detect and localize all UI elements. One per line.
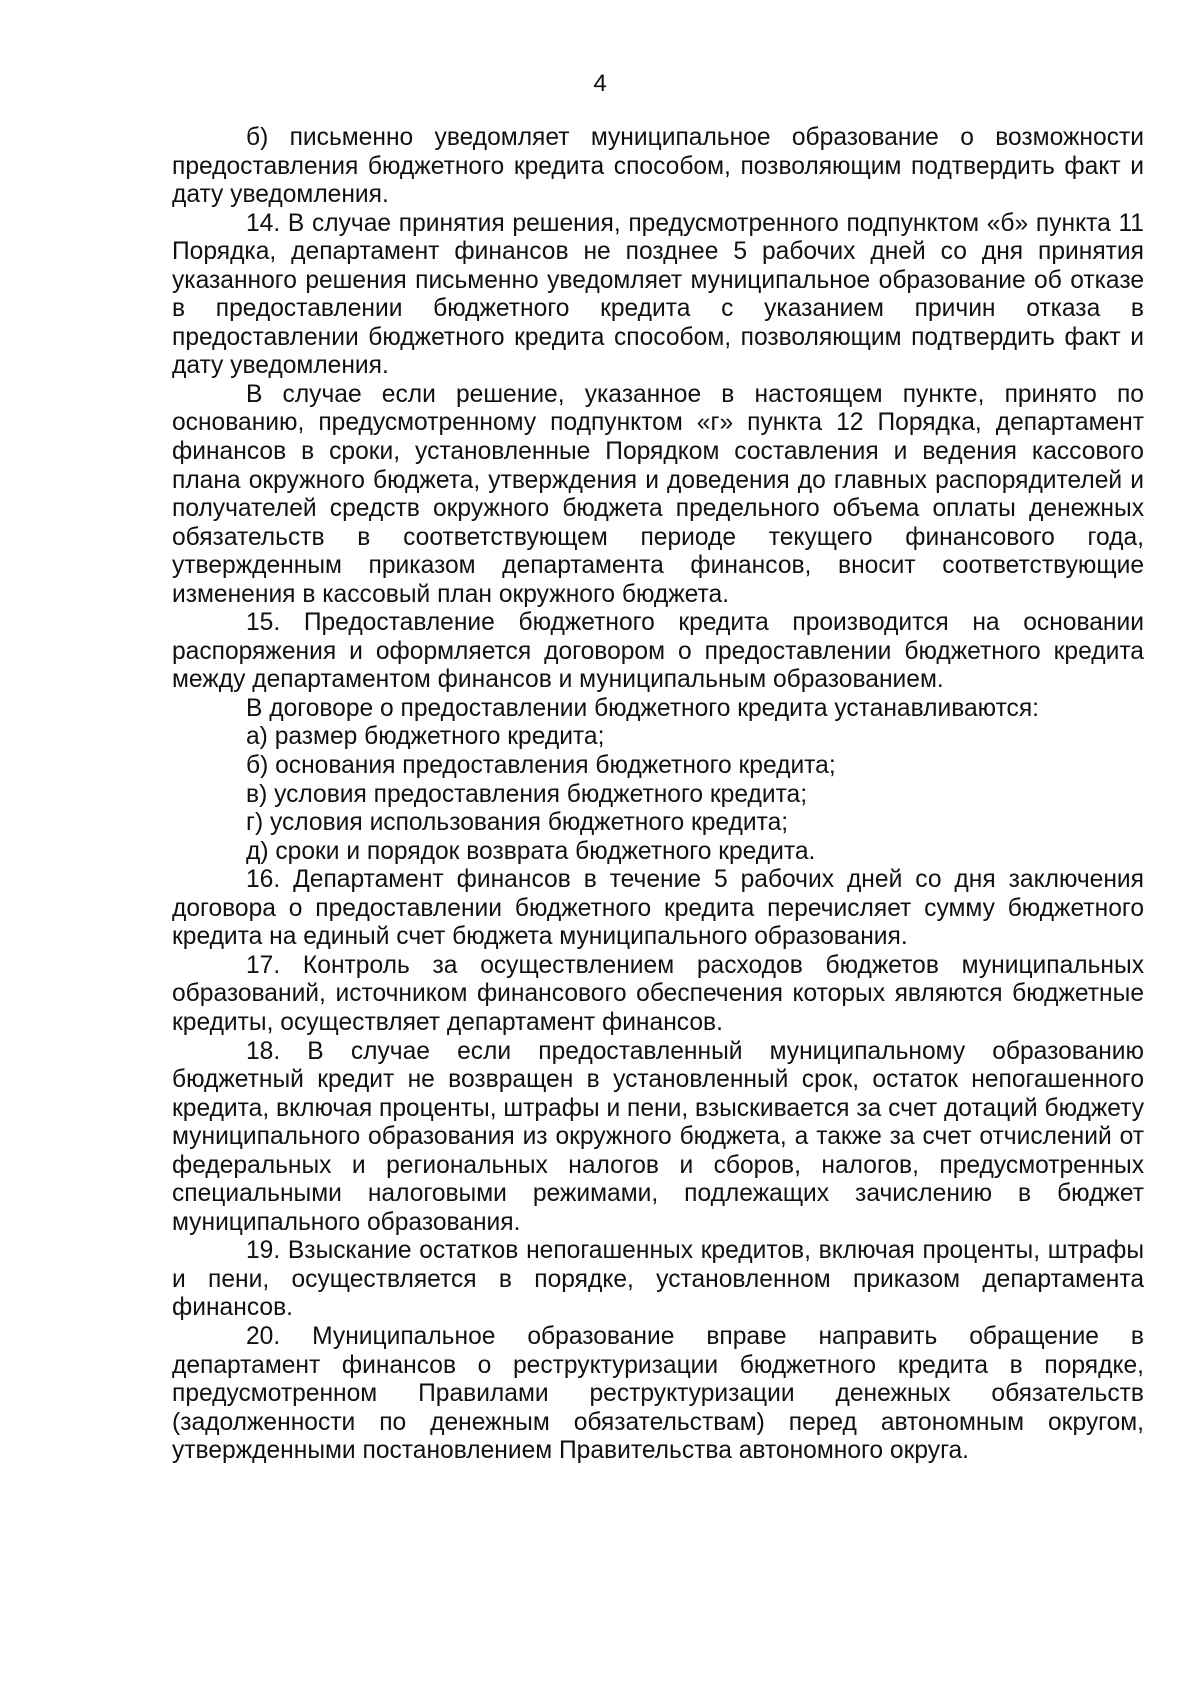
list-item-b: б) основания предоставления бюджетного кредита; [246, 752, 836, 780]
paragraph-17: 17. Контроль за осуществлением расходов бюджетов муниципальных образований, источником финансового обеспечения которых являются бюджетные кредиты, осуществляет департамент финансов. [172, 951, 1144, 1036]
list-item-a: а) размер бюджетного кредита; [246, 723, 605, 751]
paragraph-13b: б) письменно уведомляет муниципальное образование о возможности предоставления бюджетного кредита способом, позволяющим подтвердить факт и дату уведомления. [172, 124, 1144, 209]
paragraph-15-contract-intro: В договоре о предоставлении бюджетного кредита устанавливаются: [246, 694, 1040, 722]
paragraph-18: 18. В случае если предоставленный муниципальному образованию бюджетный кредит не возвращен в установленный срок, остаток непогашенного кредита, включая проценты, штрафы и пени, взыскивается за счет дотаций бюджету муниципального образования из окружного бюджета, а также за счет отчислений от федеральных и региональных налогов и сборов, налогов, предусмотренных специальными налоговыми режимами, подлежащих зачислению в бюджет муниципального образования. [172, 1037, 1144, 1236]
page-number: 4 [593, 70, 607, 97]
list-item-g: г) условия использования бюджетного кредита; [246, 809, 789, 837]
paragraph-15: 15. Предоставление бюджетного кредита производится на основании распоряжения и оформляется договором о предоставлении бюджетного кредита между департаментом финансов и муниципальным образованием. [172, 609, 1144, 694]
list-item-d: д) сроки и порядок возврата бюджетного кредита. [246, 837, 816, 865]
list-item-v: в) условия предоставления бюджетного кредита; [246, 780, 808, 808]
paragraph-20: 20. Муниципальное образование вправе направить обращение в департамент финансов о реструктуризации бюджетного кредита в порядке, предусмотренном Правилами реструктуризации денежных обязательств (задолженности по денежным обязательствам) перед автономным округом, утвержденными постановлением Правительства автономного округа. [172, 1322, 1144, 1465]
document-body [172, 124, 1144, 1466]
paragraph-14-cont: В случае если решение, указанное в настоящем пункте, принято по основанию, предусмотренному подпунктом «г» пункта 12 Порядка, департамент финансов в сроки, установленные Порядком составления и ведения кассового плана окружного бюджета, утверждения и доведения до главных распорядителей и получателей средств окружного бюджета предельного объема оплаты денежных обязательств в соответствующем периоде текущего финансового года, утвержденным приказом департамента финансов, вносит соответствующие изменения в кассовый план окружного бюджета. [172, 380, 1144, 608]
paragraph-14: 14. В случае принятия решения, предусмотренного подпунктом «б» пункта 11 Порядка, департамент финансов не позднее 5 рабочих дней со дня принятия указанного решения письменно уведомляет муниципальное образование об отказе в предоставлении бюджетного кредита с указанием причин отказа в предоставлении бюджетного кредита способом, позволяющим подтвердить факт и дату уведомления. [172, 209, 1144, 380]
paragraph-16: 16. Департамент финансов в течение 5 рабочих дней со дня заключения договора о предоставлении бюджетного кредита перечисляет сумму бюджетного кредита на единый счет бюджета муниципального образования. [172, 866, 1144, 951]
paragraph-19: 19. Взыскание остатков непогашенных кредитов, включая проценты, штрафы и пени, осуществляется в порядке, установленном приказом департамента финансов. [172, 1237, 1144, 1322]
